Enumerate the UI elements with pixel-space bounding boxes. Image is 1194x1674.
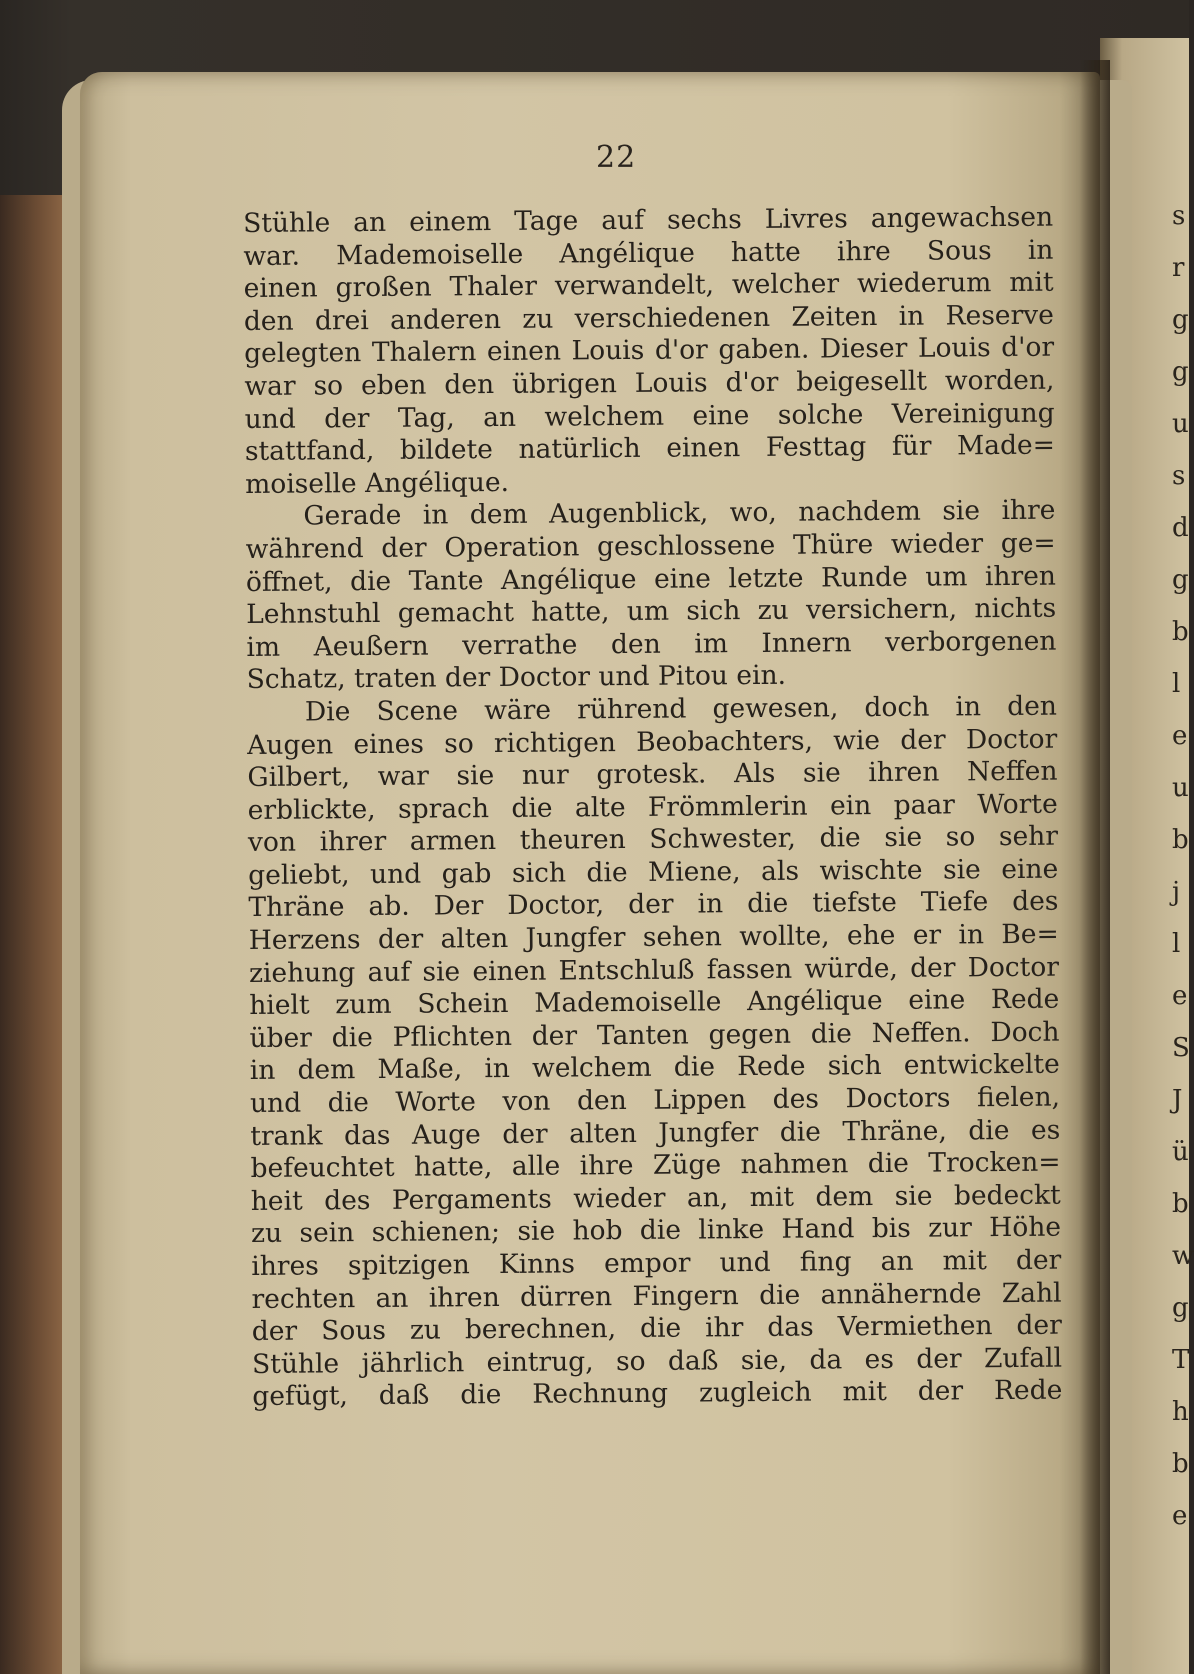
text-line: Thräne ab. Der Doctor, der in die tiefste Tiefe des xyxy=(248,886,1059,924)
facing-page-letter: e xyxy=(1172,981,1188,1011)
text-line: geliebt, und gab sich die Miene, als wischte sie eine xyxy=(248,853,1059,891)
facing-page-letter: ü xyxy=(1172,1137,1189,1167)
text-line: trank das Auge der alten Jungfer die Thräne, die es xyxy=(250,1114,1061,1152)
text-line: ihres spitzigen Kinns empor und fing an mit der xyxy=(251,1244,1062,1282)
text-line: Schatz, traten der Doctor und Pitou ein. xyxy=(246,660,787,696)
facing-page-letter: h xyxy=(1172,1397,1189,1427)
text-line: war so eben den übrigen Louis d'or beigesellt worden, xyxy=(244,364,1055,402)
text-line: den drei anderen zu verschiedenen Zeiten in Reserve xyxy=(243,299,1054,337)
facing-page-letter: w xyxy=(1172,1241,1194,1271)
facing-page-letter: e xyxy=(1172,1501,1188,1531)
facing-page-letter: e xyxy=(1172,721,1188,751)
text-line: ziehung auf sie einen Entschluß fassen würde, der Doctor xyxy=(248,951,1060,989)
text-line: Die Scene wäre rührend gewesen, doch in den xyxy=(304,690,1058,728)
facing-page-letter: u xyxy=(1172,773,1189,803)
facing-page-letter: l xyxy=(1172,669,1181,699)
facing-page-letter: T xyxy=(1172,1345,1190,1375)
text-line: heit des Pergaments wieder an, mit dem sie bedeckt xyxy=(250,1179,1061,1217)
facing-page-letter: g xyxy=(1172,565,1189,595)
facing-page-letter: b xyxy=(1172,1449,1189,1479)
text-line: im Aeußern verrathe den im Innern verborgenen xyxy=(246,625,1057,663)
facing-page-letter: J xyxy=(1172,1085,1183,1115)
facing-page-letter: g xyxy=(1172,357,1189,387)
spine-shadow xyxy=(1080,60,1110,1674)
page-number: 22 xyxy=(596,140,637,175)
text-line: Herzens der alten Jungfer sehen wollte, ehe er in Be= xyxy=(248,918,1059,957)
text-line: war. Mademoiselle Angélique hatte ihre Sous in xyxy=(243,234,1054,272)
text-line: von ihrer armen theuren Schwester, die sie so sehr xyxy=(247,820,1059,859)
text-line: gefügt, daß die Rechnung zugleich mit der Rede xyxy=(252,1374,1063,1413)
text-line: erblickte, sprach die alte Frömmlerin ein paar Worte xyxy=(247,788,1058,826)
text-line: und die Worte von den Lippen des Doctors fielen, xyxy=(249,1081,1061,1120)
text-line: gelegten Thalern einen Louis d'or gaben. Dieser Louis d'or xyxy=(244,332,1055,370)
facing-page-letter: b xyxy=(1172,1189,1189,1219)
facing-page-letter: b xyxy=(1172,825,1189,855)
text-line: moiselle Angélique. xyxy=(245,466,510,500)
text-line: einen großen Thaler verwandelt, welcher wiederum mit xyxy=(243,266,1054,305)
text-line: Lehnstuhl gemacht hatte, um sich zu versichern, nichts xyxy=(246,592,1057,631)
text-line: hielt zum Schein Mademoiselle Angélique eine Rede xyxy=(249,983,1060,1022)
facing-page-letter: S xyxy=(1172,1033,1190,1063)
text-line: der Sous zu berechnen, die ihr das Vermiethen der xyxy=(251,1309,1062,1348)
body-text xyxy=(243,202,1062,1414)
text-line: öffnet, die Tante Angélique eine letzte Runde um ihren xyxy=(245,560,1057,598)
facing-page-letter: s xyxy=(1172,461,1186,491)
text-line: Gilbert, war sie nur grotesk. Als sie ihren Neffen xyxy=(247,755,1058,794)
text-line: zu sein schienen; sie hob die linke Hand bis zur Höhe xyxy=(250,1212,1062,1250)
facing-page-letter: r xyxy=(1172,253,1185,283)
text-line: in dem Maße, in welchem die Rede sich entwickelte xyxy=(249,1049,1060,1087)
facing-page-letter: s xyxy=(1172,201,1186,231)
text-line: befeuchtet hatte, alle ihre Züge nahmen die Trocken= xyxy=(250,1146,1061,1185)
text-line: Stühle an einem Tage auf sechs Livres angewachsen xyxy=(243,201,1054,239)
facing-page-letter: l xyxy=(1172,929,1181,959)
facing-page-letter: g xyxy=(1172,305,1189,335)
facing-page-letter: b xyxy=(1172,617,1189,647)
text-line: und der Tag, an welchem eine solche Vereinigung xyxy=(244,397,1055,435)
text-line: Augen eines so richtigen Beobachters, wie der Doctor xyxy=(247,723,1058,761)
text-line: während der Operation geschlossene Thüre wieder ge= xyxy=(245,527,1056,565)
text-line: stattfand, bildete natürlich einen Festtag für Made= xyxy=(244,429,1056,468)
text-line: über die Pflichten der Tanten gegen die Neffen. Doch xyxy=(249,1016,1060,1054)
facing-page-letters xyxy=(1172,190,1194,1542)
text-line: Gerade in dem Augenblick, wo, nachdem sie ihre xyxy=(303,494,1056,532)
facing-page-letter: g xyxy=(1172,1293,1189,1323)
facing-page-letter: u xyxy=(1172,409,1189,439)
facing-page-letter: j xyxy=(1172,877,1181,907)
text-line: rechten an ihren dürren Fingern die annähernde Zahl xyxy=(251,1277,1062,1315)
text-line: Stühle jährlich eintrug, so daß sie, da es der Zufall xyxy=(251,1342,1063,1380)
facing-page-letter: d xyxy=(1172,513,1189,543)
